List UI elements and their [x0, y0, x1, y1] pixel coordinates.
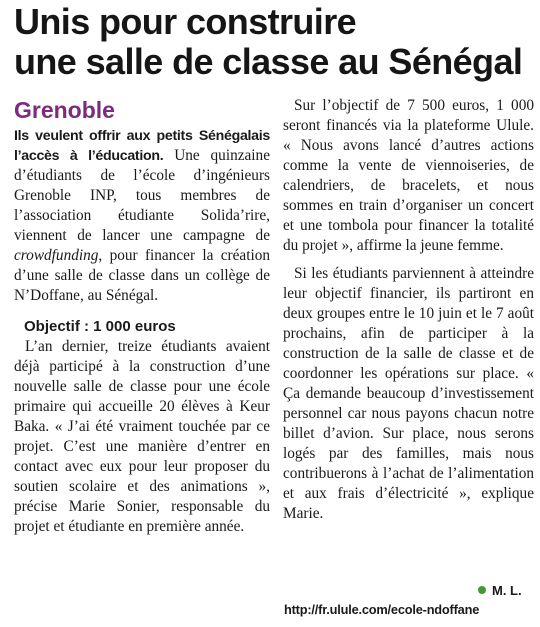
- subhead: Objectif : 1 000 euros: [24, 318, 176, 335]
- left-column: [14, 96, 270, 537]
- paragraph-3: Sur l’objectif de 7 500 euros, 1 000 seront financés via la plateforme Ulule. « Nous avons lancé d’autres actions comme la vente de viennoiseries, de calendriers, de bracelets, et nous sommes en train d’organiser un concert et une tombola pour financer la totalité du projet », affirme la jeune femme.: [283, 97, 534, 254]
- city-label: Grenoble: [14, 97, 115, 123]
- paragraph-1-end: , pour financer la création d’une salle de classe dans un collège de N’Doffane, au Sénégal.: [14, 247, 270, 304]
- headline-line-1: Unis pour construire: [14, 1, 357, 42]
- signature-text: M. L.: [492, 583, 522, 598]
- paragraph-1: [14, 126, 270, 306]
- paragraph-2: L’an dernier, treize étudiants avaient déjà participé à la construction d’une nouvelle salle de classe pour une école primaire qui accueille 20 élèves à Keur Baka. « J’ai été vraiment touchée par ce projet. C’est une manière d’entrer en contact avec eux pour leur proposer du soutien scolaire et des animations », précise Marie Sonier, responsable du projet et étudiante en première année.: [14, 338, 270, 535]
- crowdfunding-term: crowdfunding: [14, 247, 99, 264]
- lead-text: Ils veulent offrir aux petits Sénégalais l’accès à l’éducation.: [14, 128, 270, 164]
- bullet-dot-icon: [478, 586, 486, 594]
- headline: [14, 2, 534, 82]
- headline-line-2: une salle de classe au Sénégal: [14, 41, 523, 82]
- paragraph-4: Si les étudiants parviennent à atteindre leur objectif financier, ils partiront en deux groupes entre le 10 juin et le 7 août prochains, afin de participer à la construction de la salle de classe et de coordonner les opérations sur place. « Ça demande beaucoup d’investissement personnel car nous payons chacun notre billet d’avion. Sur place, nous serons logés par des familles, mais nous contribuerons à l’achat de l’alimentation et aux frais d’électricité », explique Marie.: [283, 265, 534, 522]
- right-column: [283, 96, 534, 524]
- paragraph-1-text: Une quinzaine d’étudiants de l’école d’ingénieurs Grenoble INP, tous membres de l’association étudiante Solida’rire, viennent de lancer une campagne de: [14, 147, 270, 244]
- author-signature: [478, 583, 522, 598]
- project-link[interactable]: http://fr.ulule.com/ecole-ndoffane: [284, 602, 480, 617]
